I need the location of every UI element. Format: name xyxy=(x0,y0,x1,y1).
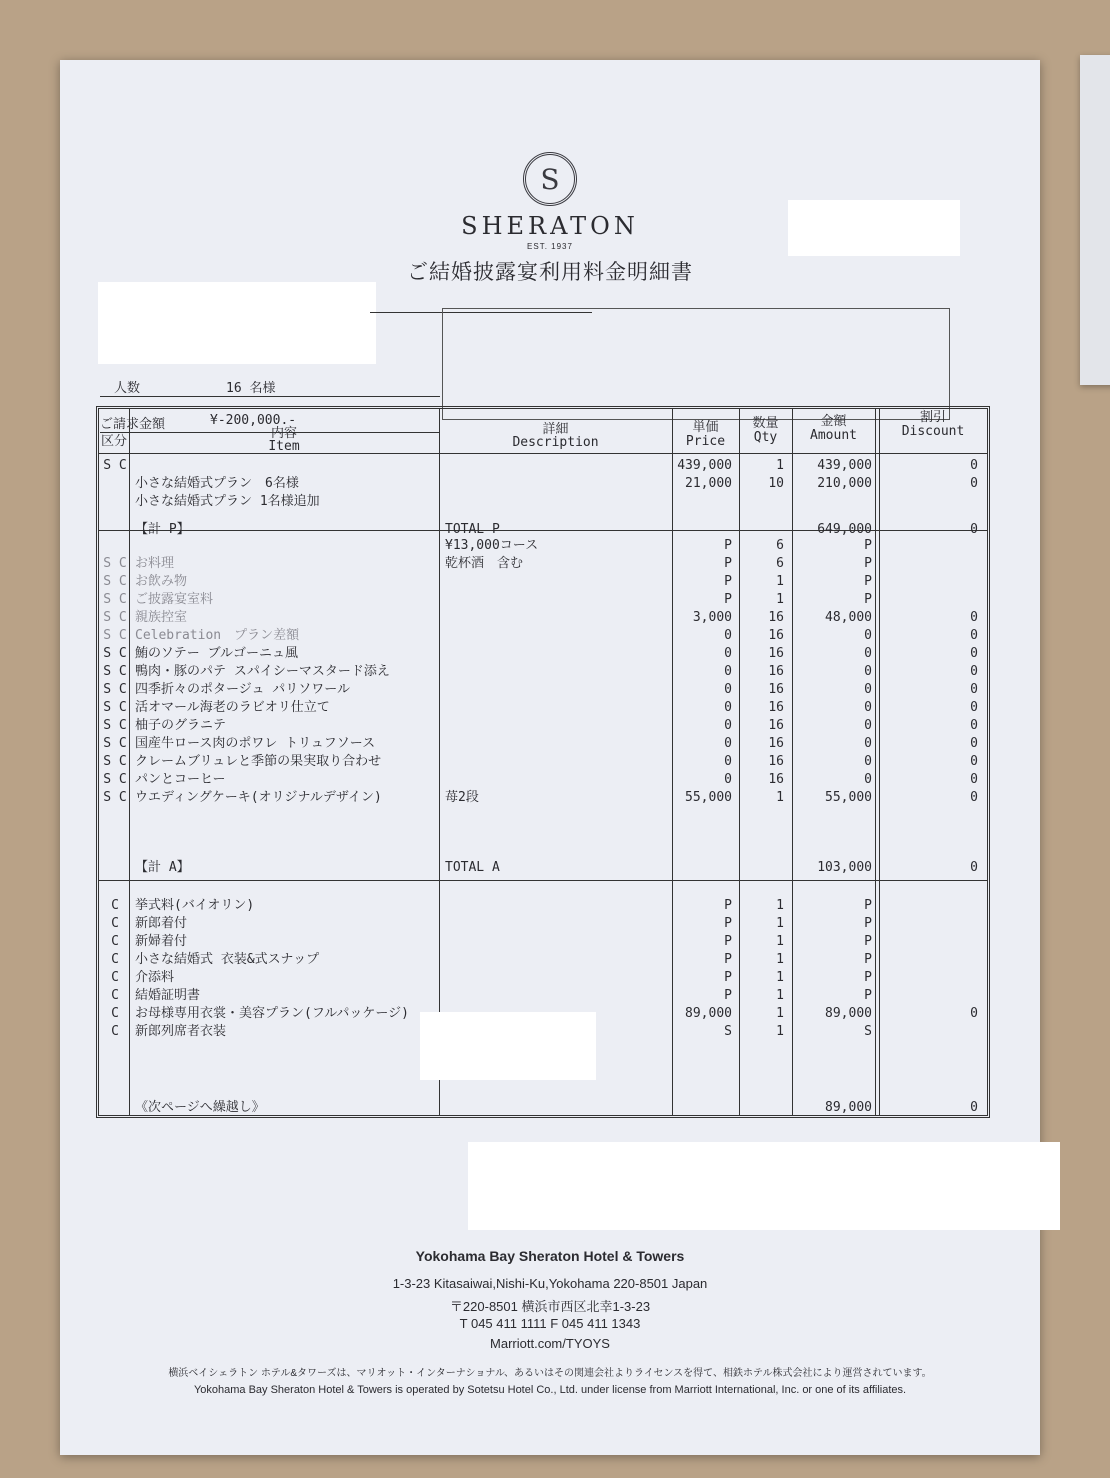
cell-category: S C xyxy=(103,610,127,625)
cell-category: S C xyxy=(103,754,127,769)
cell-price: 0 xyxy=(724,736,732,751)
cell-item: 鮪のソテー ブルゴーニュ風 xyxy=(135,646,299,661)
cell-category: C xyxy=(111,934,119,949)
cell-category: S C xyxy=(103,790,127,805)
cell-qty: 1 xyxy=(776,916,784,931)
cell-item: ご披露宴室料 xyxy=(135,592,214,607)
cell-discount: 0 xyxy=(970,628,978,643)
cell-category: S C xyxy=(103,574,127,589)
cell-item: 四季折々のポタージュ パリソワール xyxy=(135,682,351,697)
cell-item: 新郎着付 xyxy=(135,916,188,931)
cell-qty: 1 xyxy=(776,898,784,913)
footer-address-ja: 〒220-8501 横浜市西区北幸1-3-23 xyxy=(449,1299,651,1314)
cell-amount: 103,000 xyxy=(817,860,872,875)
cell-amount: P xyxy=(864,934,872,949)
cell-qty: 16 xyxy=(768,628,784,643)
col-header-qty-ja: 数量 xyxy=(752,416,779,431)
cell-category: S C xyxy=(103,772,127,787)
cell-item: クレームブリュレと季節の果実取り合わせ xyxy=(135,754,382,769)
col-header-discount-en: Discount xyxy=(901,424,965,439)
col-header-amount-en: Amount xyxy=(810,428,857,443)
cell-qty: 1 xyxy=(776,970,784,985)
cell-price: 21,000 xyxy=(685,476,732,491)
second-sheet xyxy=(1080,55,1110,385)
cell-qty: 16 xyxy=(768,664,784,679)
cell-price: P xyxy=(724,934,732,949)
cell-price: 0 xyxy=(724,718,732,733)
cell-amount: S xyxy=(864,1024,872,1039)
footer-hotel-name: Yokohama Bay Sheraton Hotel & Towers xyxy=(415,1248,685,1264)
cell-amount: P xyxy=(864,988,872,1003)
cell-qty: 6 xyxy=(776,538,784,553)
cell-amount: 439,000 xyxy=(817,458,872,473)
col-header-qty-en: Qty xyxy=(753,430,778,445)
cell-discount: 0 xyxy=(970,610,978,625)
cell-item: お母様専用衣裳・美容プラン(フルパッケージ) xyxy=(135,1006,409,1021)
cell-item: 【計 P】 xyxy=(135,522,190,537)
cell-price: P xyxy=(724,988,732,1003)
cell-qty: 16 xyxy=(768,682,784,697)
footer-license-ja: 横浜ベイシェラトン ホテル&タワーズは、マリオット・インターナショナル、あるいはその関連会社よりライセンスを得て、相鉄ホテル株式会社により運営されています。 xyxy=(168,1368,932,1379)
cell-discount: 0 xyxy=(970,754,978,769)
cell-discount: 0 xyxy=(970,700,978,715)
cell-category: C xyxy=(111,916,119,931)
cell-amount: 0 xyxy=(864,646,872,661)
redacted-block xyxy=(468,1142,1060,1230)
cell-qty: 1 xyxy=(776,592,784,607)
cell-price: P xyxy=(724,538,732,553)
cell-amount: P xyxy=(864,592,872,607)
cell-qty: 6 xyxy=(776,556,784,571)
cell-description: 苺2段 xyxy=(445,790,479,805)
cell-price: S xyxy=(724,1024,732,1039)
cell-qty: 16 xyxy=(768,646,784,661)
cell-qty: 16 xyxy=(768,610,784,625)
col-header-price-ja: 単価 xyxy=(692,420,719,435)
cell-item: 結婚証明書 xyxy=(135,988,201,1003)
cell-item: お料理 xyxy=(135,556,175,571)
col-header-item-ja: 内容 xyxy=(270,426,297,441)
cell-discount: 0 xyxy=(970,860,978,875)
cell-amount: P xyxy=(864,538,872,553)
section-rule xyxy=(99,880,987,881)
cell-discount: 0 xyxy=(970,664,978,679)
cell-price: 0 xyxy=(724,682,732,697)
cell-item: お飲み物 xyxy=(135,574,188,589)
cell-item: 新婦着付 xyxy=(135,934,188,949)
document-title: ご結婚披露宴利用料金明細書 xyxy=(407,260,693,284)
footer-phone: T 045 411 1111 F 045 411 1343 xyxy=(459,1316,641,1331)
billing-amount-label: ご請求金額 xyxy=(100,417,166,432)
cell-price: 0 xyxy=(724,754,732,769)
cell-amount: 210,000 xyxy=(817,476,872,491)
cell-price: P xyxy=(724,952,732,967)
cell-amount: P xyxy=(864,556,872,571)
cell-price: 0 xyxy=(724,772,732,787)
footer-web[interactable]: Marriott.com/TYOYS xyxy=(490,1336,610,1351)
cell-qty: 1 xyxy=(776,458,784,473)
cell-item: 親族控室 xyxy=(135,610,188,625)
cell-category: S C xyxy=(103,718,127,733)
cell-amount: 0 xyxy=(864,754,872,769)
cell-amount: 0 xyxy=(864,772,872,787)
cell-price: 0 xyxy=(724,646,732,661)
cell-qty: 16 xyxy=(768,718,784,733)
cell-category: C xyxy=(111,898,119,913)
cell-discount: 0 xyxy=(970,718,978,733)
cell-description: TOTAL A xyxy=(445,860,500,875)
cell-price: 0 xyxy=(724,628,732,643)
cell-category: S C xyxy=(103,664,127,679)
cell-amount: 0 xyxy=(864,718,872,733)
recipient-box xyxy=(442,308,950,420)
cell-qty: 16 xyxy=(768,736,784,751)
cell-qty: 1 xyxy=(776,952,784,967)
cell-qty: 10 xyxy=(768,476,784,491)
guest-count-value: 16 名様 xyxy=(226,381,276,396)
cell-category: C xyxy=(111,1006,119,1021)
cell-price: P xyxy=(724,916,732,931)
guest-count-label: 人数 xyxy=(114,381,141,396)
sheraton-logo xyxy=(440,152,660,251)
cell-discount: 0 xyxy=(970,790,978,805)
cell-price: 0 xyxy=(724,664,732,679)
cell-price: 0 xyxy=(724,700,732,715)
cell-amount: 89,000 xyxy=(825,1006,872,1021)
cell-amount: 649,000 xyxy=(817,522,872,537)
cell-item: 鴨肉・豚のパテ スパイシーマスタード添え xyxy=(135,664,390,679)
cell-category: S C xyxy=(103,736,127,751)
cell-price: P xyxy=(724,898,732,913)
cell-item: Celebration プラン差額 xyxy=(135,628,300,643)
cell-description: 乾杯酒 含む xyxy=(445,556,524,571)
cell-discount: 0 xyxy=(970,646,978,661)
col-rule xyxy=(439,409,440,1115)
cell-item: 活オマール海老のラビオリ仕立て xyxy=(135,700,330,715)
cell-qty: 16 xyxy=(768,700,784,715)
cell-qty: 1 xyxy=(776,988,784,1003)
cell-item: パンとコーヒー xyxy=(135,772,226,787)
cell-amount: 0 xyxy=(864,664,872,679)
cell-description: ¥13,000コース xyxy=(445,538,539,553)
cell-amount: 0 xyxy=(864,682,872,697)
cell-discount: 0 xyxy=(970,1100,978,1115)
brand-name: SHERATON xyxy=(461,212,639,240)
cell-category: S C xyxy=(103,592,127,607)
col-header-desc-ja: 詳細 xyxy=(542,422,569,437)
cell-item: ウエディングケーキ(オリジナルデザイン) xyxy=(135,790,382,805)
col-header-price-en: Price xyxy=(685,434,726,449)
cell-amount: P xyxy=(864,916,872,931)
cell-amount: 89,000 xyxy=(825,1100,872,1115)
brand-est: EST. 1937 xyxy=(527,242,573,251)
cell-category: C xyxy=(111,988,119,1003)
cell-discount: 0 xyxy=(970,1006,978,1021)
cell-amount: 48,000 xyxy=(825,610,872,625)
cell-item: 小さな結婚式プラン 1名様追加 xyxy=(135,494,320,509)
cell-amount: 0 xyxy=(864,628,872,643)
cell-qty: 1 xyxy=(776,1024,784,1039)
cell-qty: 1 xyxy=(776,574,784,589)
cell-category: S C xyxy=(103,556,127,571)
cell-price: 55,000 xyxy=(685,790,732,805)
cell-item: 小さな結婚式 衣装&式スナップ xyxy=(135,952,320,967)
cell-item: 《次ページへ繰越し》 xyxy=(135,1100,265,1115)
redacted-block xyxy=(420,1012,596,1080)
cell-price: 89,000 xyxy=(685,1006,732,1021)
col-header-item-en: Item xyxy=(268,439,300,454)
cell-price: 3,000 xyxy=(692,610,732,625)
cell-category: S C xyxy=(103,458,127,473)
cell-item: 柚子のグラニテ xyxy=(135,718,227,733)
footer-license-en: Yokohama Bay Sheraton Hotel & Towers is operated by Sotetsu Hotel Co., Ltd. under license from Marriott International, Inc. or one of its affiliates. xyxy=(193,1384,907,1396)
cell-price: P xyxy=(724,556,732,571)
cell-amount: P xyxy=(864,898,872,913)
cell-amount: 0 xyxy=(864,736,872,751)
cell-discount: 0 xyxy=(970,476,978,491)
cell-qty: 1 xyxy=(776,790,784,805)
cell-amount: P xyxy=(864,574,872,589)
cell-category: S C xyxy=(103,646,127,661)
cell-price: P xyxy=(724,592,732,607)
cell-item: 小さな結婚式プラン 6名様 xyxy=(135,476,299,491)
cell-price: 439,000 xyxy=(677,458,732,473)
cell-discount: 0 xyxy=(970,772,978,787)
cell-qty: 16 xyxy=(768,772,784,787)
cell-price: P xyxy=(724,574,732,589)
cell-amount: P xyxy=(864,952,872,967)
cell-category: S C xyxy=(103,682,127,697)
redacted-block xyxy=(98,282,376,364)
cell-qty: 1 xyxy=(776,934,784,949)
cell-item: 介添料 xyxy=(135,970,175,985)
guest-count-row xyxy=(100,376,440,397)
cell-amount: 0 xyxy=(864,700,872,715)
cell-price: P xyxy=(724,970,732,985)
cell-item: 挙式料(バイオリン) xyxy=(135,898,255,913)
cell-category: C xyxy=(111,952,119,967)
cell-qty: 16 xyxy=(768,754,784,769)
col-rule xyxy=(129,409,130,1115)
cell-category: C xyxy=(111,1024,119,1039)
cell-discount: 0 xyxy=(970,736,978,751)
cell-category: C xyxy=(111,970,119,985)
cell-discount: 0 xyxy=(970,682,978,697)
redacted-block xyxy=(788,200,960,256)
header-rule xyxy=(99,453,987,454)
cell-description: TOTAL P xyxy=(445,522,500,537)
footer-address-en: 1-3-23 Kitasaiwai,Nishi-Ku,Yokohama 220-8501 Japan xyxy=(392,1276,708,1291)
sheraton-s-icon: S xyxy=(523,152,577,206)
col-header-discount-ja: 割引 xyxy=(919,410,946,425)
cell-amount: P xyxy=(864,970,872,985)
cell-item: 新郎列席者衣装 xyxy=(135,1024,227,1039)
col-header-amount-ja: 金額 xyxy=(820,414,847,429)
col-header-category: 区分 xyxy=(100,434,127,449)
cell-discount: 0 xyxy=(970,522,978,537)
invoice-sheet xyxy=(60,60,1040,1455)
cell-category: S C xyxy=(103,700,127,715)
cell-item: 【計 A】 xyxy=(135,860,190,875)
cell-qty: 1 xyxy=(776,1006,784,1021)
col-header-desc-en: Description xyxy=(512,435,599,450)
cell-category: S C xyxy=(103,628,127,643)
cell-discount: 0 xyxy=(970,458,978,473)
cell-item: 国産牛ロース肉のポワレ トリュフソース xyxy=(135,736,376,751)
billing-amount-value: ¥-200,000.- xyxy=(210,413,297,428)
cell-amount: 55,000 xyxy=(825,790,872,805)
